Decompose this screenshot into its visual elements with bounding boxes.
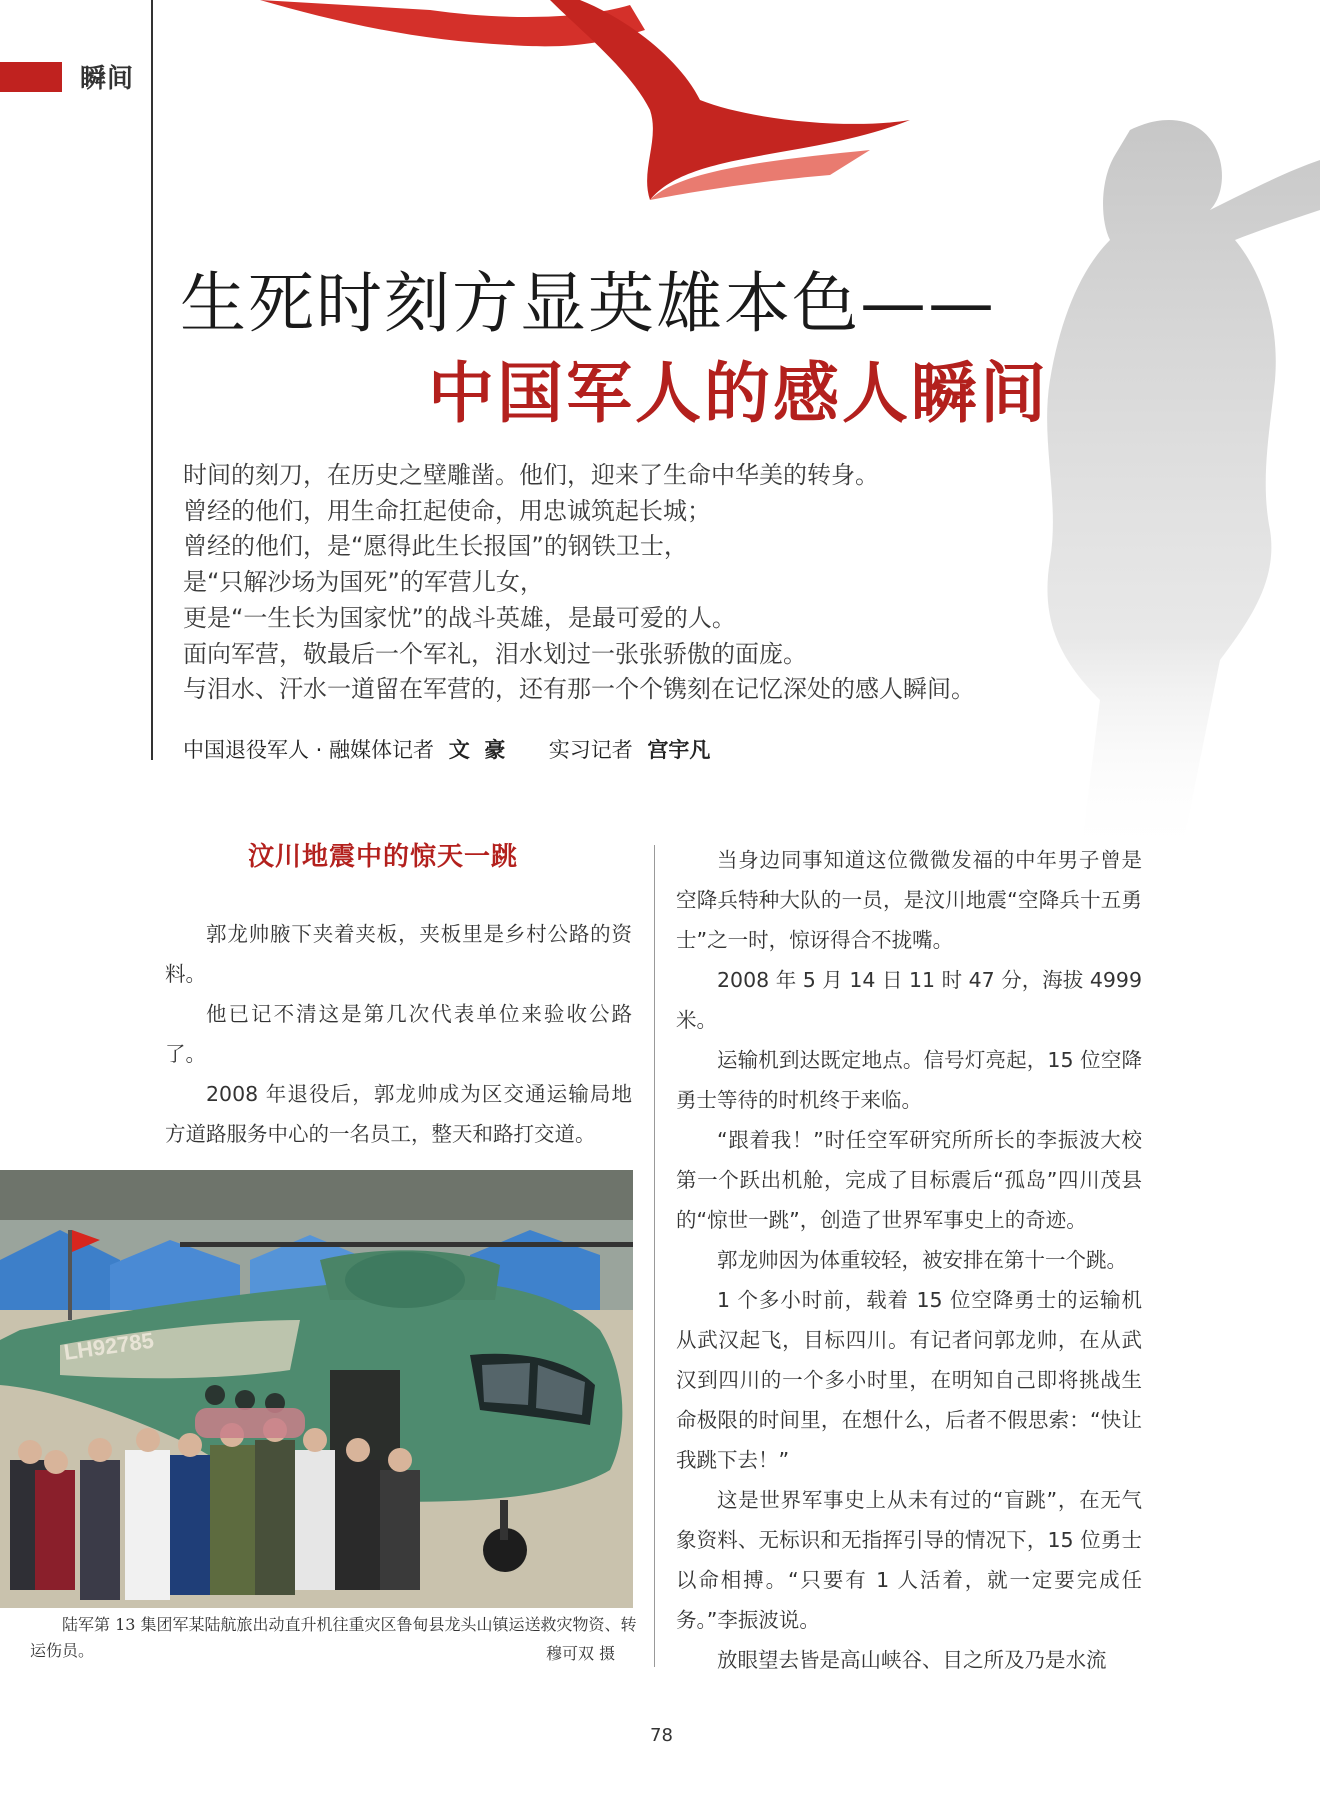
- intro-poem: [183, 458, 1083, 708]
- byline-intern-label: 实习记者: [548, 738, 633, 762]
- intro-line: 时间的刻刀，在历史之壁雕凿。他们，迎来了生命中华美的转身。: [183, 461, 879, 489]
- intro-line: 更是“一生长为国家忧”的战斗英雄，是最可爱的人。: [183, 603, 736, 632]
- vertical-rule: [151, 0, 153, 760]
- intro-line: 曾经的他们，用生命扛起使命，用忠诚筑起长城；: [183, 496, 711, 525]
- paragraph: 放眼望去皆是高山峡谷、目之所及乃是水流: [717, 1648, 1107, 1672]
- paragraph: 当身边同事知道这位微微发福的中年男子曾是空降兵特种大队的一员，是汶川地震“空降兵十五勇士”之一时，惊讶得合不拢嘴。: [676, 848, 1142, 952]
- photo-caption: 陆军第 13 集团军某陆航旅出动直升机往重灾区鲁甸县龙头山镇运送救灾物资、转运伤员。: [30, 1615, 637, 1660]
- byline-intern: 宫宇凡: [647, 738, 711, 762]
- article-column-left: [165, 914, 632, 1154]
- intro-line: 是“只解沙场为国死”的军营儿女，: [183, 568, 544, 597]
- helicopter-photo: [0, 1170, 633, 1608]
- red-ribbon-decoration: [250, 0, 950, 220]
- paragraph: 他已记不清这是第几次代表单位来验收公路了。: [165, 1002, 632, 1066]
- column-divider: [654, 845, 655, 1667]
- byline: [183, 734, 710, 764]
- article-subheading: 汶川地震中的惊天一跳: [248, 842, 519, 872]
- section-marker-bar: [0, 62, 62, 92]
- paragraph: “跟着我！”时任空军研究所所长的李振波大校第一个跃出机舱，完成了目标震后“孤岛”四川茂县的“惊世一跳”，创造了世界军事史上的奇迹。: [676, 1128, 1142, 1232]
- intro-line: 与泪水、汗水一道留在军营的，还有那一个个镌刻在记忆深处的感人瞬间。: [183, 675, 975, 704]
- paragraph: 郭龙帅腋下夹着夹板，夹板里是乡村公路的资料。: [165, 922, 632, 986]
- paragraph: 2008 年 5 月 14 日 11 时 47 分，海拔 4999 米。: [676, 968, 1142, 1032]
- paragraph: 2008 年退役后，郭龙帅成为区交通运输局地方道路服务中心的一名员工，整天和路打交道。: [165, 1082, 632, 1146]
- helicopter-photo-illustration: [0, 1170, 633, 1608]
- paragraph: 运输机到达既定地点。信号灯亮起，15 位空降勇士等待的时机终于来临。: [676, 1048, 1142, 1112]
- headline-line-1: 生死时刻方显英雄本色——: [180, 265, 996, 342]
- paragraph: 1 个多小时前，载着 15 位空降勇士的运输机从武汉起飞，目标四川。有记者问郭龙帅，在从武汉到四川的一个多小时里，在明知自己即将挑战生命极限的时间里，在想什么，后者不假思索：“快让我跳下去！”: [676, 1288, 1142, 1472]
- section-label: 瞬间: [80, 64, 135, 94]
- helicopter-marking: LH92785: [62, 1327, 156, 1365]
- photo-credit: 穆可双 摄: [546, 1644, 616, 1663]
- page-number: 78: [650, 1725, 673, 1746]
- headline-line-2: 中国军人的感人瞬间: [428, 355, 1049, 432]
- article-column-right: [676, 840, 1142, 1680]
- byline-outlet: 中国退役军人 · 融媒体记者: [183, 738, 435, 762]
- paragraph: 郭龙帅因为体重较轻，被安排在第十一个跳。: [717, 1248, 1127, 1272]
- byline-reporter: 文 豪: [448, 738, 506, 762]
- intro-line: 面向军营，敬最后一个军礼，泪水划过一张张骄傲的面庞。: [183, 639, 807, 668]
- intro-line: 曾经的他们，是“愿得此生长报国”的钢铁卫士，: [183, 532, 688, 561]
- paragraph: 这是世界军事史上从未有过的“盲跳”，在无气象资料、无标识和无指挥引导的情况下，15 位勇士以命相搏。“只要有 1 人活着，就一定要完成任务。”李振波说。: [676, 1488, 1142, 1632]
